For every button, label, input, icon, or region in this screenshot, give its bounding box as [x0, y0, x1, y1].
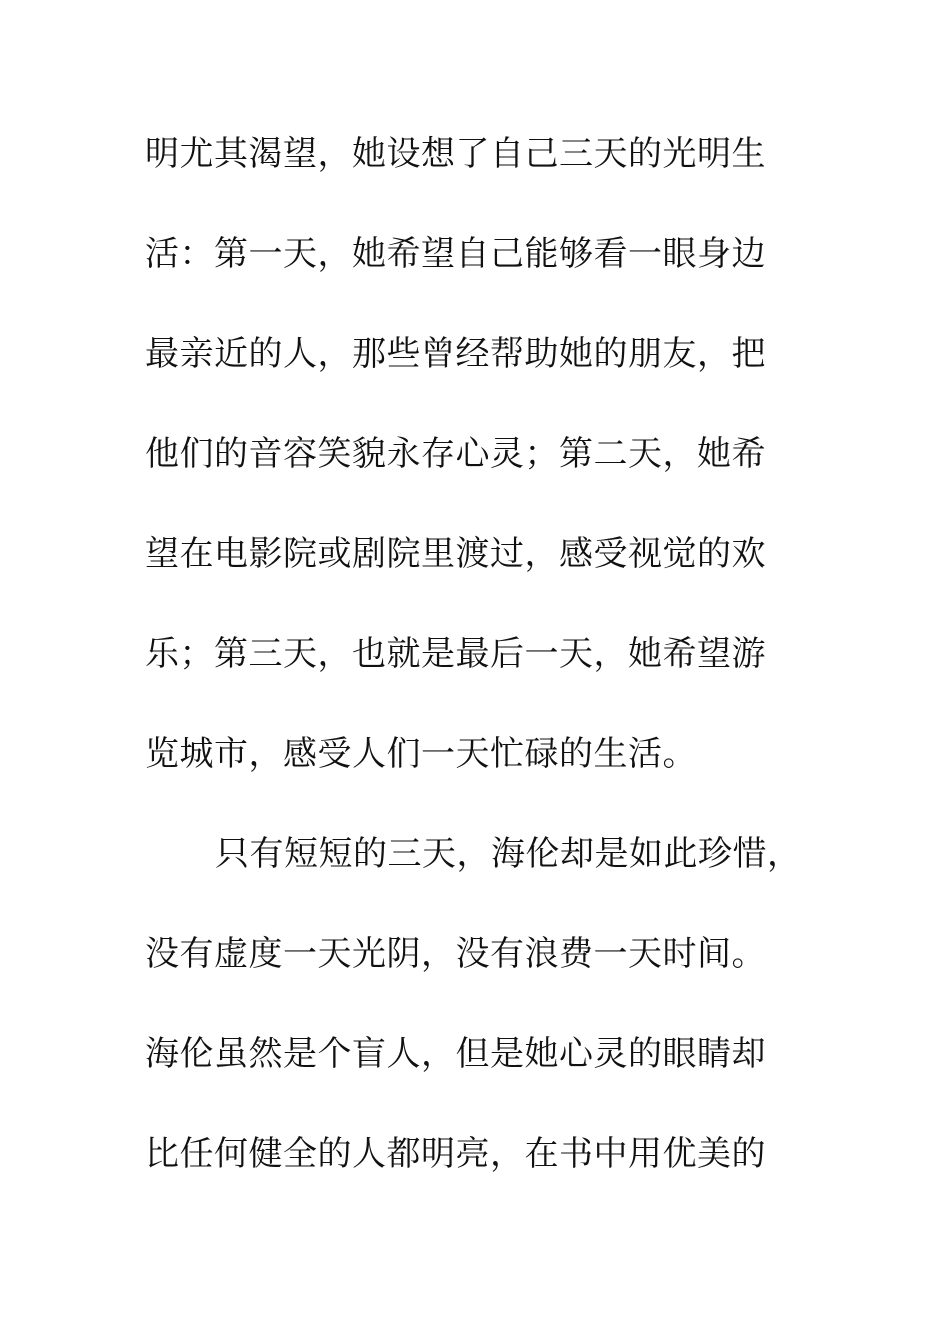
text-line: 最亲近的人，那些曾经帮助她的朋友，把 — [145, 334, 766, 374]
text-line: 乐；第三天，也就是最后一天，她希望游 — [145, 634, 766, 674]
text-line: 明尤其渴望，她设想了自己三天的光明生 — [145, 134, 766, 174]
document-text-body — [145, 124, 845, 1224]
text-line: 他们的音容笑貌永存心灵；第二天，她希 — [145, 434, 766, 474]
text-line-paragraph-start: 只有短短的三天，海伦却是如此珍惜， — [215, 834, 802, 874]
text-line: 望在电影院或剧院里渡过，感受视觉的欢 — [145, 534, 766, 574]
text-line: 活：第一天，她希望自己能够看一眼身边 — [145, 234, 766, 274]
text-line: 没有虚度一天光阴，没有浪费一天时间。 — [145, 934, 766, 974]
text-line: 比任何健全的人都明亮，在书中用优美的 — [145, 1134, 766, 1174]
text-line: 海伦虽然是个盲人，但是她心灵的眼睛却 — [145, 1034, 766, 1074]
text-line: 览城市，感受人们一天忙碌的生活。 — [145, 734, 697, 774]
